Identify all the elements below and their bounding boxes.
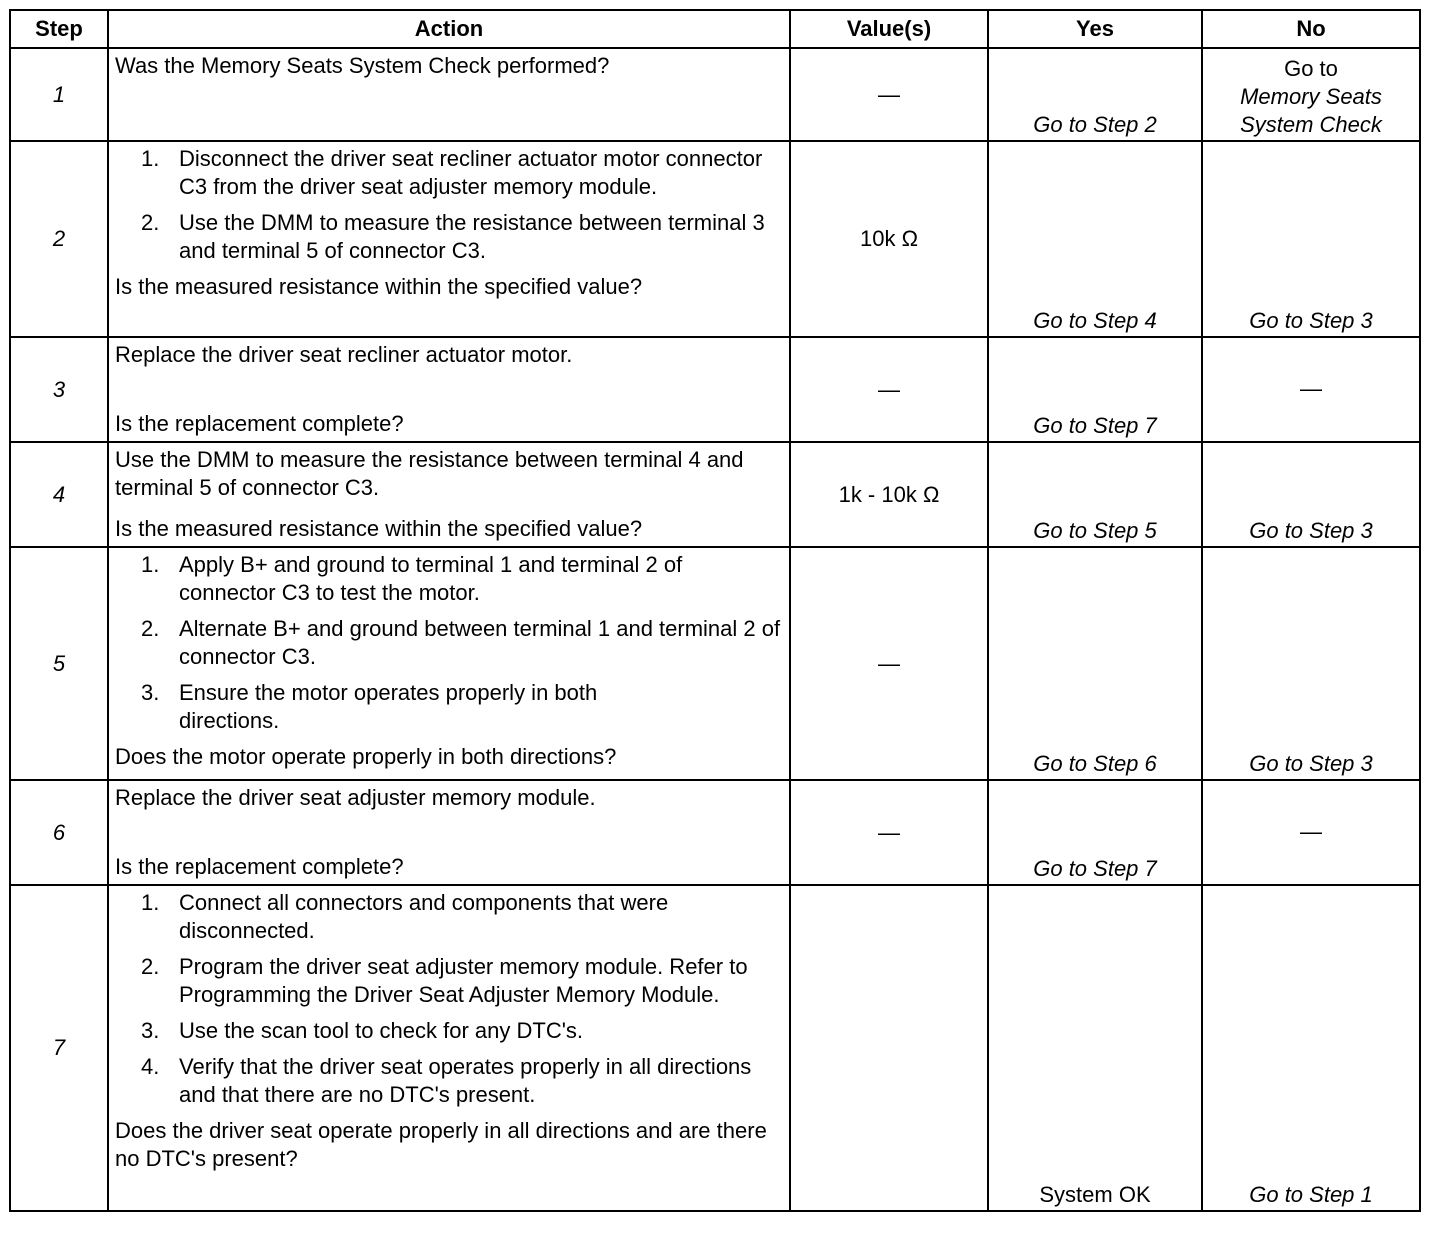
step-item-text: Connect all connectors and components that were disconnected. — [179, 890, 669, 943]
action-cell — [108, 141, 790, 337]
no-cell: — — [1202, 337, 1420, 442]
table-row — [10, 780, 1420, 885]
action-question: Does the motor operate properly in both directions? — [115, 744, 617, 769]
action-cell — [108, 885, 790, 1211]
step-item-number: 1. — [141, 890, 160, 915]
yes-cell: Go to Step 7 — [988, 780, 1202, 885]
value-cell: — — [790, 547, 988, 780]
table-row — [10, 547, 1420, 780]
step-number: 2 — [10, 141, 108, 337]
header-action: Action — [108, 10, 790, 48]
step-item-text: Verify that the driver seat operates properly in all directions and that there are no DTC's present. — [179, 1054, 752, 1107]
yes-cell: Go to Step 4 — [988, 141, 1202, 337]
action-instruction: Replace the driver seat recliner actuator motor. — [115, 342, 573, 367]
table-row — [10, 885, 1420, 1211]
step-number: 1 — [10, 48, 108, 141]
action-step-item — [141, 679, 783, 735]
action-step-item — [141, 953, 783, 1009]
action-cell — [108, 337, 790, 442]
yes-cell: Go to Step 2 — [988, 48, 1202, 141]
value-cell: — — [790, 337, 988, 442]
diagnostic-table — [9, 9, 1421, 1212]
action-steps — [115, 145, 783, 273]
table-row — [10, 442, 1420, 547]
no-cell — [1202, 48, 1420, 141]
header-step: Step — [10, 10, 108, 48]
value-cell: 1k - 10k Ω — [790, 442, 988, 547]
no-cell: Go to Step 3 — [1202, 442, 1420, 547]
step-item-text: Ensure the motor operates properly in both directions. — [179, 680, 598, 733]
step-item-text: Use the DMM to measure the resistance between terminal 3 and terminal 5 of connector C3. — [179, 210, 765, 263]
value-cell: 10k Ω — [790, 141, 988, 337]
action-question: Was the Memory Seats System Check performed? — [115, 53, 610, 78]
action-cell — [108, 442, 790, 547]
no-cell: Go to Step 3 — [1202, 141, 1420, 337]
value-cell: — — [790, 48, 988, 141]
action-instruction: Use the DMM to measure the resistance between terminal 4 and terminal 5 of connector C3. — [115, 447, 744, 500]
action-step-item — [141, 1017, 783, 1045]
no-cell: Go to Step 3 — [1202, 547, 1420, 780]
action-question: Is the measured resistance within the specified value? — [115, 516, 643, 541]
action-step-item — [141, 145, 783, 201]
no-cell: Go to Step 1 — [1202, 885, 1420, 1211]
step-item-text: Disconnect the driver seat recliner actuator motor connector C3 from the driver seat adjuster memory module. — [179, 146, 763, 199]
step-item-text: Apply B+ and ground to terminal 1 and terminal 2 of connector C3 to test the motor. — [179, 552, 683, 605]
action-step-item — [141, 209, 783, 265]
step-number: 3 — [10, 337, 108, 442]
action-cell — [108, 547, 790, 780]
diagnostic-table-sheet — [9, 9, 1415, 1212]
step-item-number: 2. — [141, 616, 160, 641]
action-question: Does the driver seat operate properly in all directions and are there no DTC's present? — [115, 1118, 767, 1171]
header-no: No — [1202, 10, 1420, 48]
value-cell — [790, 885, 988, 1211]
action-question: Is the replacement complete? — [115, 854, 404, 879]
action-step-item — [141, 889, 783, 945]
no-cell: — — [1202, 780, 1420, 885]
action-question: Is the measured resistance within the specified value? — [115, 274, 643, 299]
table-row — [10, 48, 1420, 141]
step-item-number: 3. — [141, 1018, 160, 1043]
step-item-number: 2. — [141, 954, 160, 979]
step-item-text: Use the scan tool to check for any DTC's. — [179, 1018, 584, 1043]
no-cell-prefix: Go to — [1284, 56, 1338, 81]
step-number: 6 — [10, 780, 108, 885]
yes-cell: Go to Step 7 — [988, 337, 1202, 442]
action-steps — [115, 889, 783, 1117]
yes-cell: System OK — [988, 885, 1202, 1211]
action-instruction: Replace the driver seat adjuster memory module. — [115, 785, 596, 810]
action-cell — [108, 48, 790, 141]
yes-cell: Go to Step 5 — [988, 442, 1202, 547]
yes-cell: Go to Step 6 — [988, 547, 1202, 780]
header-yes: Yes — [988, 10, 1202, 48]
action-step-item — [141, 615, 783, 671]
table-row — [10, 337, 1420, 442]
action-steps — [115, 551, 783, 743]
value-cell: — — [790, 780, 988, 885]
header-row — [10, 10, 1420, 48]
no-cell-reference: Memory Seats System Check — [1240, 84, 1382, 137]
action-cell — [108, 780, 790, 885]
step-item-number: 3. — [141, 680, 160, 705]
step-item-text: Program the driver seat adjuster memory module. Refer to Programming the Driver Seat Adjuster Memory Module. — [179, 954, 748, 1007]
table-row — [10, 141, 1420, 337]
step-number: 4 — [10, 442, 108, 547]
step-item-number: 4. — [141, 1054, 160, 1079]
step-item-number: 1. — [141, 146, 160, 171]
step-number: 7 — [10, 885, 108, 1211]
step-item-text: Alternate B+ and ground between terminal 1 and terminal 2 of connector C3. — [179, 616, 781, 669]
action-step-item — [141, 551, 783, 607]
header-values: Value(s) — [790, 10, 988, 48]
step-item-number: 1. — [141, 552, 160, 577]
step-item-number: 2. — [141, 210, 160, 235]
step-number: 5 — [10, 547, 108, 780]
action-question: Is the replacement complete? — [115, 411, 404, 436]
action-step-item — [141, 1053, 783, 1109]
